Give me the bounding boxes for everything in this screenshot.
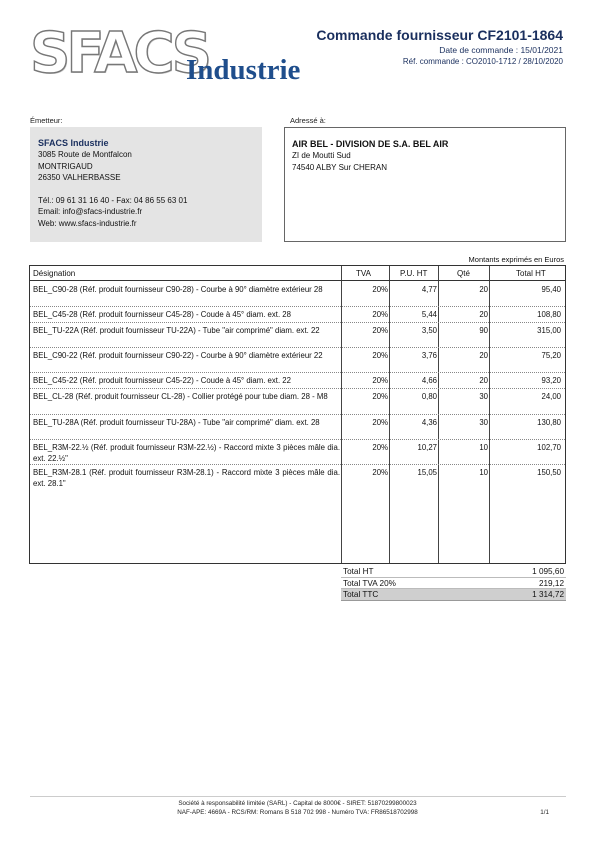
table-row bbox=[30, 348, 565, 373]
order-date: Date de commande : 15/01/2021 bbox=[439, 45, 563, 55]
logo-sfacs-text: SFACS bbox=[30, 21, 208, 86]
cell-quantity: 20 bbox=[479, 376, 488, 385]
cell-tva: 20% bbox=[372, 443, 388, 452]
emitter-address-line: 26350 VALHERBASSE bbox=[38, 173, 121, 182]
total-tva-row bbox=[341, 578, 566, 590]
cell-unit-price: 10,27 bbox=[417, 443, 437, 452]
order-lines-table bbox=[29, 265, 566, 564]
recipient-name: AIR BEL - DIVISION DE S.A. BEL AIR bbox=[292, 139, 449, 149]
table-row bbox=[30, 465, 565, 563]
table-row bbox=[30, 323, 565, 348]
cell-tva: 20% bbox=[372, 376, 388, 385]
cell-unit-price: 4,36 bbox=[421, 418, 437, 427]
total-ht-row bbox=[341, 566, 566, 578]
cell-quantity: 20 bbox=[479, 351, 488, 360]
total-tva-value: 219,12 bbox=[538, 578, 564, 588]
cell-unit-price: 3,50 bbox=[421, 326, 437, 335]
cell-designation: BEL_C90-28 (Réf. produit fournisseur C90-28) - Courbe à 90° diamètre extérieur 28 bbox=[33, 285, 323, 294]
cell-designation: BEL_C45-28 (Réf. produit fournisseur C45-28) - Coude à 45° diam. ext. 28 bbox=[33, 310, 291, 319]
recipient-address-line: ZI de Moutti Sud bbox=[292, 151, 351, 160]
cell-total: 108,80 bbox=[537, 310, 561, 319]
emitter-name: SFACS Industrie bbox=[38, 138, 109, 148]
cell-quantity: 20 bbox=[479, 285, 488, 294]
cell-tva: 20% bbox=[372, 351, 388, 360]
total-tva-label: Total TVA 20% bbox=[343, 578, 396, 588]
cell-unit-price: 15,05 bbox=[417, 468, 437, 477]
document-title: Commande fournisseur CF2101-1864 bbox=[316, 27, 563, 43]
cell-designation: BEL_C90-22 (Réf. produit fournisseur C90-22) - Courbe à 90° diamètre extérieur 22 bbox=[33, 351, 323, 360]
column-header-total: Total HT bbox=[516, 269, 546, 278]
page-number: 1/1 bbox=[540, 809, 549, 816]
emitter-website: Web: www.sfacs-industrie.fr bbox=[38, 218, 137, 228]
column-header-pu: P.U. HT bbox=[400, 269, 428, 278]
cell-total: 315,00 bbox=[537, 326, 561, 335]
cell-unit-price: 0,80 bbox=[421, 392, 437, 401]
table-row bbox=[30, 373, 565, 389]
column-header-tva: TVA bbox=[356, 269, 371, 278]
cell-total: 130,80 bbox=[537, 418, 561, 427]
order-reference: Réf. commande : CO2010-1712 / 28/10/2020 bbox=[402, 57, 563, 66]
cell-unit-price: 4,77 bbox=[421, 285, 437, 294]
cell-quantity: 10 bbox=[479, 468, 488, 477]
cell-total: 95,40 bbox=[541, 285, 561, 294]
footer-legal-line-2: NAF-APE: 4669A - RCS/RM: Romans B 518 702 998 - Numéro TVA: FR86518702998 bbox=[177, 809, 418, 816]
recipient-address-line: 74540 ALBY Sur CHERAN bbox=[292, 162, 388, 172]
column-header-designation: Désignation bbox=[33, 269, 76, 278]
total-ttc-label: Total TTC bbox=[343, 590, 379, 599]
table-row bbox=[30, 440, 565, 465]
cell-tva: 20% bbox=[372, 310, 388, 319]
total-ht-value: 1 095,60 bbox=[532, 567, 564, 576]
emitter-email: Email: info@sfacs-industrie.fr bbox=[38, 207, 143, 216]
cell-designation: BEL_CL-28 (Réf. produit fournisseur CL-28) - Collier protégé pour tube diam. 28 - M8 bbox=[33, 392, 328, 401]
emitter-address-line: MONTRIGAUD bbox=[38, 161, 93, 171]
emitter-address-line: 3085 Route de Montfalcon bbox=[38, 150, 132, 159]
footer-divider bbox=[30, 796, 566, 797]
emitter-phone: Tél.: 09 61 31 16 40 - Fax: 04 86 55 63 01 bbox=[38, 195, 188, 205]
cell-tva: 20% bbox=[372, 392, 388, 401]
table-row bbox=[30, 282, 565, 307]
emitter-box bbox=[30, 127, 262, 242]
cell-quantity: 30 bbox=[479, 392, 488, 401]
table-header bbox=[30, 266, 565, 281]
cell-quantity: 10 bbox=[479, 443, 488, 452]
logo-industrie-text: Industrie bbox=[186, 54, 301, 86]
emitter-label: Émetteur: bbox=[30, 116, 63, 125]
cell-unit-price: 3,76 bbox=[421, 351, 437, 360]
cell-designation: BEL_R3M-22.½ (Réf. produit fournisseur R3M-22.½) - Raccord mixte 3 pièces mâle dia. ext. 22.½" bbox=[33, 443, 340, 463]
total-ht-label: Total HT bbox=[343, 567, 374, 576]
cell-designation: BEL_TU-22A (Réf. produit fournisseur TU-22A) - Tube "air comprimé" diam. ext. 22 bbox=[33, 326, 320, 335]
column-header-qte: Qté bbox=[457, 269, 470, 278]
cell-total: 150,50 bbox=[537, 468, 561, 477]
cell-tva: 20% bbox=[372, 326, 388, 335]
company-logo bbox=[30, 21, 320, 94]
cell-unit-price: 4,66 bbox=[421, 376, 437, 385]
cell-quantity: 20 bbox=[479, 310, 488, 319]
cell-designation: BEL_R3M-28.1 (Réf. produit fournisseur R3M-28.1) - Raccord mixte 3 pièces mâle dia. ext. 28.1" bbox=[33, 468, 340, 488]
cell-quantity: 30 bbox=[479, 418, 488, 427]
table-row bbox=[30, 307, 565, 323]
cell-tva: 20% bbox=[372, 418, 388, 427]
recipient-label: Adressé à: bbox=[290, 116, 326, 125]
cell-tva: 20% bbox=[372, 468, 388, 477]
footer-legal-line-1: Société à responsabilité limitée (SARL) - Capital de 8000€ - SIRET: 51870299800023 bbox=[178, 800, 417, 807]
recipient-box bbox=[284, 127, 566, 242]
table-row bbox=[30, 415, 565, 440]
cell-quantity: 90 bbox=[479, 326, 488, 335]
cell-total: 102,70 bbox=[537, 443, 561, 452]
table-row bbox=[30, 389, 565, 415]
cell-total: 75,20 bbox=[541, 351, 561, 360]
cell-designation: BEL_C45-22 (Réf. produit fournisseur C45-22) - Coude à 45° diam. ext. 22 bbox=[33, 376, 291, 385]
total-ttc-value: 1 314,72 bbox=[532, 590, 564, 599]
cell-unit-price: 5,44 bbox=[421, 310, 437, 319]
total-ttc-row bbox=[341, 589, 566, 601]
cell-tva: 20% bbox=[372, 285, 388, 294]
cell-total: 24,00 bbox=[541, 392, 561, 401]
cell-total: 93,20 bbox=[541, 376, 561, 385]
cell-designation: BEL_TU-28A (Réf. produit fournisseur TU-28A) - Tube "air comprimé" diam. ext. 28 bbox=[33, 418, 320, 427]
currency-note: Montants exprimés en Euros bbox=[468, 255, 564, 264]
totals-block bbox=[341, 566, 566, 601]
